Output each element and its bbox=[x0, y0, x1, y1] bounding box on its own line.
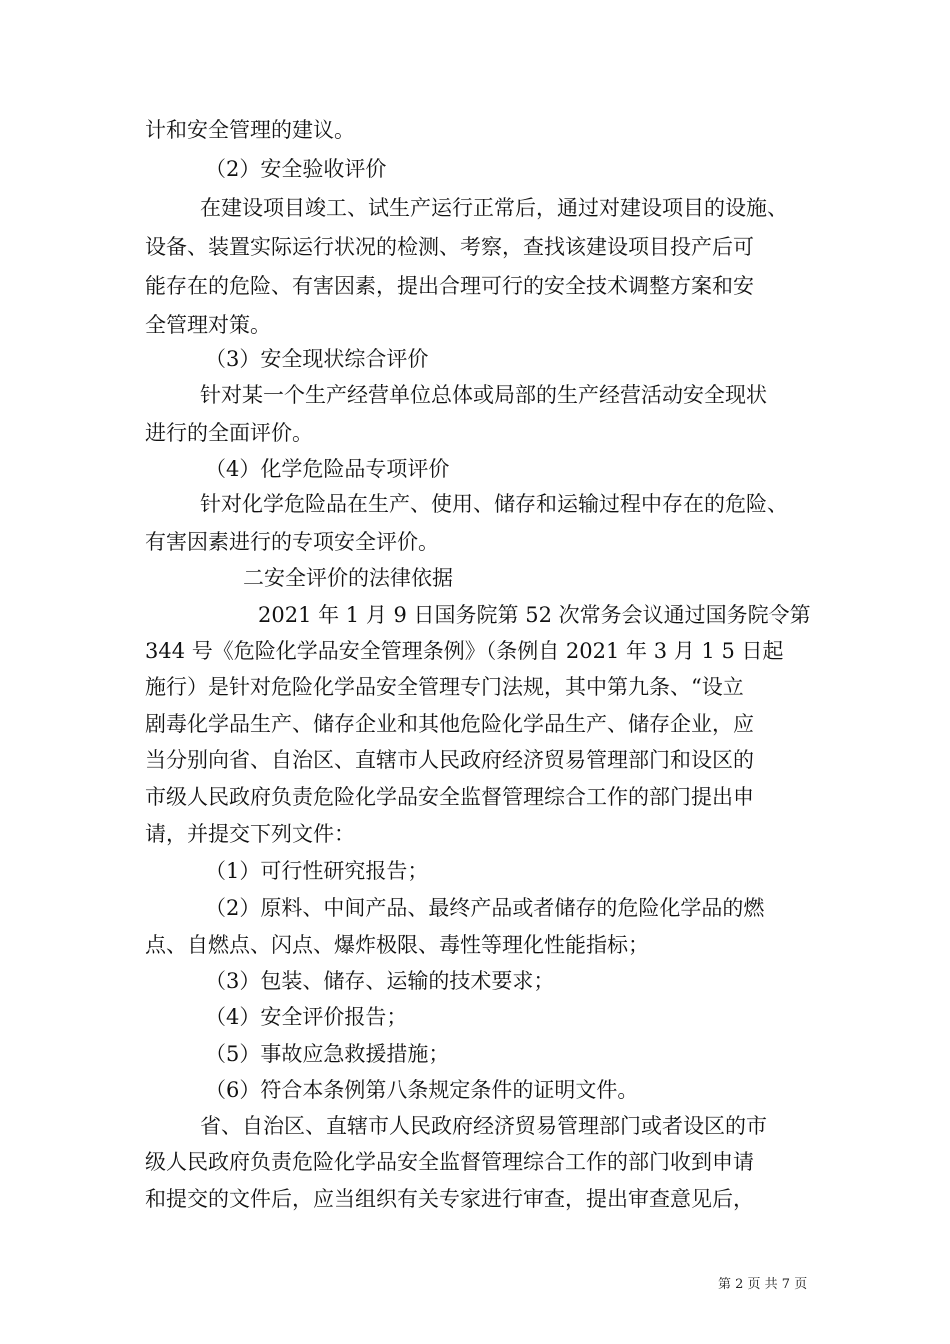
section-heading: 二安全评价的法律依据 bbox=[243, 566, 453, 590]
page-number: 第 2 页 共 7 页 bbox=[718, 1277, 808, 1292]
paragraph-line: 施行）是针对危险化学品安全管理专门法规，其中第九条、“设立 bbox=[145, 675, 744, 699]
list-item: （2）原料、中间产品、最终产品或者储存的危险化学品的燃 bbox=[205, 896, 765, 920]
paragraph-line: 全管理对策。 bbox=[145, 313, 271, 337]
paragraph-line: 当分别向省、自治区、直辖市人民政府经济贸易管理部门和设区的 bbox=[145, 748, 754, 772]
paragraph-line: 进行的全面评价。 bbox=[145, 421, 313, 445]
paragraph-line: 能存在的危险、有害因素，提出合理可行的安全技术调整方案和安 bbox=[145, 274, 754, 298]
paragraph-line: 市级人民政府负责危险化学品安全监督管理综合工作的部门提出申 bbox=[145, 785, 754, 809]
paragraph-line: 请，并提交下列文件： bbox=[145, 822, 355, 846]
list-item: （3）包装、储存、运输的技术要求； bbox=[205, 969, 555, 993]
paragraph-line: 点、自燃点、闪点、爆炸极限、毒性等理化性能指标； bbox=[145, 933, 649, 957]
section-heading: （4）化学危险品专项评价 bbox=[205, 457, 450, 481]
list-item: （4）安全评价报告； bbox=[205, 1005, 408, 1029]
paragraph-line: 针对化学危险品在生产、使用、储存和运输过程中存在的危险、 bbox=[200, 492, 788, 516]
paragraph-line: 计和安全管理的建议。 bbox=[145, 118, 355, 142]
list-item: （1）可行性研究报告； bbox=[205, 859, 429, 883]
paragraph-line: 在建设项目竣工、试生产运行正常后，通过对建设项目的设施、 bbox=[200, 196, 788, 220]
section-heading: （3）安全现状综合评价 bbox=[205, 347, 429, 371]
paragraph-line: 剧毒化学品生产、储存企业和其他危险化学品生产、储存企业，应 bbox=[145, 712, 754, 736]
list-item: （6）符合本条例第八条规定条件的证明文件。 bbox=[205, 1078, 639, 1102]
paragraph-line: 省、自治区、直辖市人民政府经济贸易管理部门或者设区的市 bbox=[200, 1114, 767, 1138]
list-item: （5）事故应急救援措施； bbox=[205, 1042, 450, 1066]
paragraph-line: 有害因素进行的专项安全评价。 bbox=[145, 530, 439, 554]
paragraph-line: 针对某一个生产经营单位总体或局部的生产经营活动安全现状 bbox=[200, 383, 767, 407]
paragraph-line: 2021 年 1 月 9 日国务院第 52 次常务会议通过国务院令第 bbox=[258, 603, 811, 627]
paragraph-line: 设备、装置实际运行状况的检测、考察，查找该建设项目投产后可 bbox=[145, 235, 754, 259]
paragraph-line: 344 号《危险化学品安全管理条例》（条例自 2021 年 3 月 1 5 日起 bbox=[145, 639, 784, 663]
paragraph-line: 级人民政府负责危险化学品安全监督管理综合工作的部门收到申请 bbox=[145, 1150, 754, 1174]
paragraph-line: 和提交的文件后，应当组织有关专家进行审查，提出审查意见后， bbox=[145, 1187, 754, 1211]
section-heading: （2）安全验收评价 bbox=[205, 157, 387, 181]
